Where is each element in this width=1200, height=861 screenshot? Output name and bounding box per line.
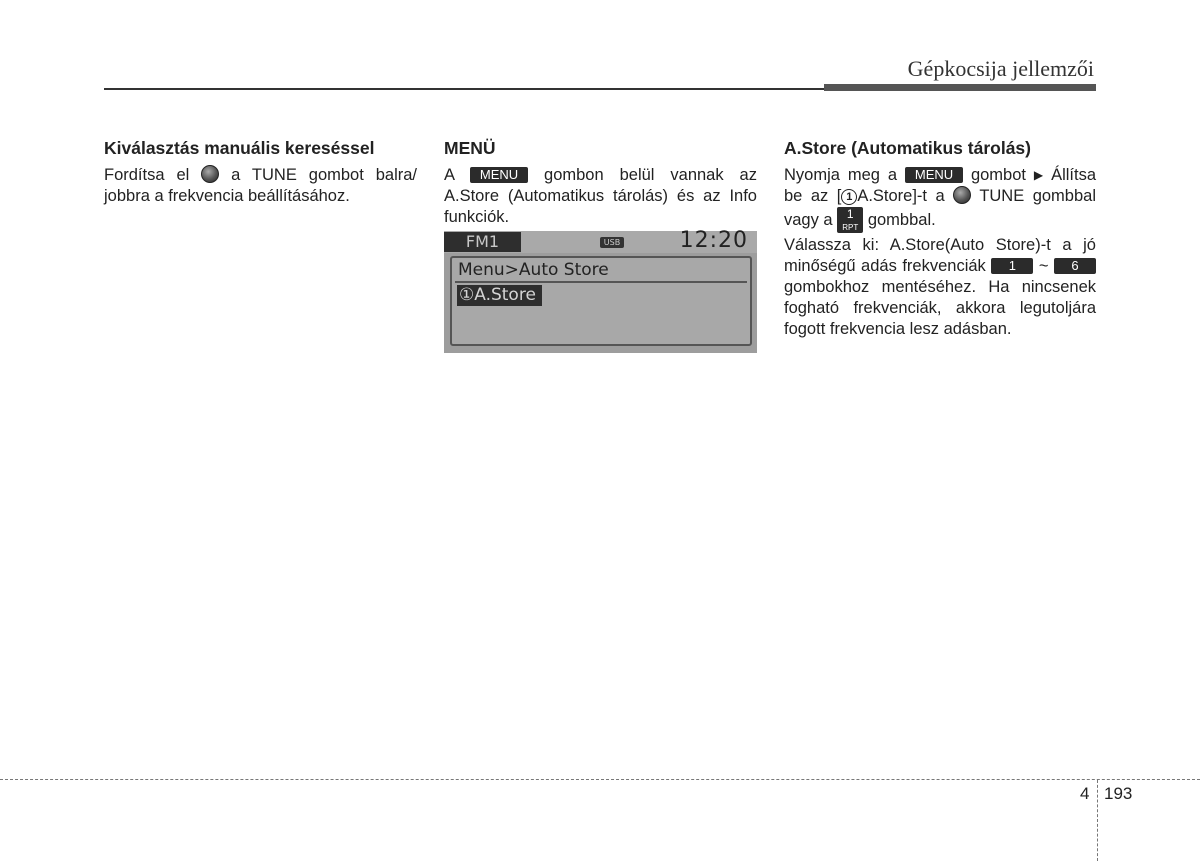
- text: gombokhoz mentéséhez. Ha nincsenek fogható frekvenciák, akkora legutoljára fogott frekvencia lesz adásban.: [784, 278, 1096, 338]
- text: gombon belül vannak az A.Store (Automatikus tárolás) és az Info funkciók.: [444, 166, 757, 226]
- section-heading: Kiválasztás manuális kereséssel: [104, 138, 375, 158]
- usb-icon: USB: [600, 237, 624, 248]
- text: A: [444, 166, 455, 184]
- text: Állítsa be az [: [784, 166, 1097, 205]
- lcd-divider: [455, 281, 747, 283]
- paragraph: [444, 165, 757, 228]
- circled-number-icon: 1: [841, 189, 857, 205]
- menu-button-icon: MENU: [905, 167, 963, 183]
- header-rule-accent: [824, 84, 1096, 91]
- column-manual-search: [104, 138, 417, 207]
- paragraph: [104, 165, 417, 207]
- text: gombbal.: [867, 211, 936, 229]
- footer-page-separator: [1097, 780, 1098, 861]
- header-rule: [104, 88, 824, 90]
- paragraph: [784, 235, 1096, 340]
- menu-button-icon: MENU: [470, 167, 528, 183]
- text: Nyomja meg a: [784, 166, 898, 184]
- text: a TUNE gombot balra/ jobbra a frekvencia beállításához.: [104, 166, 417, 205]
- section-heading: MENÜ: [444, 138, 496, 158]
- text: Válassza ki: A.Store(Auto Store)-t a jó minőségű adás frekvenciák: [784, 236, 1096, 275]
- column-menu: [444, 138, 757, 228]
- rpt-button-number: 1: [846, 207, 854, 221]
- text: gombot: [970, 166, 1026, 184]
- rpt-button-label: RPT: [842, 223, 859, 232]
- footer-divider: [0, 779, 1200, 780]
- lcd-menu-screen: [450, 256, 752, 346]
- section-heading: A.Store (Automatikus tárolás): [784, 138, 1031, 158]
- column-auto-store: [784, 138, 1096, 340]
- lcd-menu-path: Menu>Auto Store: [458, 260, 609, 280]
- paragraph: [784, 165, 1096, 233]
- text: Fordítsa el: [104, 166, 190, 184]
- tune-knob-icon: [201, 165, 219, 183]
- lcd-selected-item: ①A.Store: [457, 285, 542, 306]
- chapter-number: 4: [1080, 784, 1090, 803]
- arrow-right-icon: ▶: [1033, 168, 1044, 182]
- text: TUNE gombbal vagy a: [784, 187, 1096, 229]
- page-header-title: Gépkocsija jellemzői: [907, 56, 1094, 81]
- radio-lcd-display: [444, 228, 757, 353]
- text: ~: [1038, 257, 1049, 275]
- tune-knob-icon: [953, 186, 971, 204]
- lcd-clock: 12:20: [679, 228, 748, 253]
- page-number: 193: [1104, 784, 1133, 803]
- text: A.Store]-t a: [857, 187, 945, 205]
- lcd-band-indicator: FM1: [444, 232, 521, 252]
- preset-1-button-icon: 1: [991, 258, 1033, 274]
- rpt-button-icon: [837, 207, 863, 233]
- preset-6-button-icon: 6: [1054, 258, 1096, 274]
